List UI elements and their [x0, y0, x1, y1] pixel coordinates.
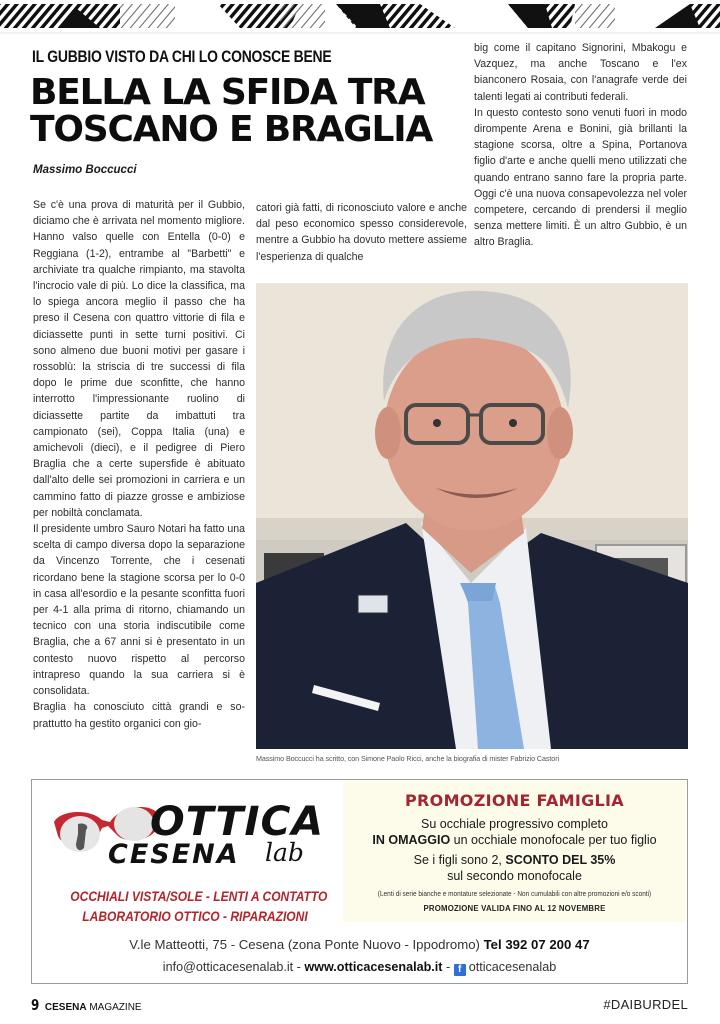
ottica-cesena-advertisement [31, 779, 688, 984]
article-column-2 [256, 200, 467, 265]
headline-line-1: BELLA LA SFIDA TRA [30, 72, 425, 113]
page-number: 9 [31, 996, 40, 1014]
photo-caption: Massimo Boccucci ha scritto, con Simone Paolo Ricci, anche la biografia di mister Fabrizio Castori [256, 754, 559, 763]
ad-tagline-lab: LABORATORIO OTTICO - RIPARAZIONI [82, 908, 308, 924]
ad-tagline-services: OCCHIALI VISTA/SOLE - LENTI A CONTATTO [70, 888, 328, 904]
brand-lab: lab [265, 838, 304, 867]
store-phone: Tel 392 07 200 47 [483, 937, 590, 952]
promo-title: PROMOZIONE FAMIGLIA [405, 791, 624, 810]
decorative-stripe-band [0, 0, 720, 34]
store-website-link[interactable]: www.otticacesenalab.it [304, 960, 443, 974]
promo-note: (Lenti di serie bianche e montature selezionate - Non cumulabili con altre promozioni e/o sconti) [377, 889, 652, 898]
promo-validity: PROMOZIONE VALIDA FINO AL 12 NOVEMBRE [423, 904, 606, 913]
promo-discount-label: SCONTO DEL 35% [505, 853, 616, 867]
store-contacts: info@otticacesenalab.it - www.otticacesenalab.it - f otticacesenalab [162, 960, 557, 975]
promo-line-4: sul secondo monofocale [447, 869, 582, 883]
brand-cesena: CESENA [108, 839, 240, 870]
brand-ottica: OTTICA [150, 799, 325, 845]
promo-line-2: IN OMAGGIO un occhiale monofocale per tuo figlio [372, 833, 657, 847]
paragraph: Braglia ha conosciuto città grandi e soprattutto ha gestito organici con gio- [33, 701, 245, 730]
article-column-3 [474, 40, 687, 251]
page-footer-left [31, 996, 142, 1015]
article-kicker: IL GUBBIO VISTO DA CHI LO CONOSCE BENE [32, 47, 332, 66]
store-email-link[interactable]: info@otticacesenalab.it [162, 960, 294, 974]
paragraph: big come il capitano Signorini, Mbakogu e Vazquez, ma anche Toscano e l'ex bianconero Rosaia, con l'anagrafe verde dei talenti legati ai contributi federali. [474, 42, 687, 103]
promo-box [343, 781, 686, 922]
magazine-name: MAGAZINE [86, 1002, 142, 1013]
facebook-handle-link[interactable]: otticacesenalab [468, 960, 557, 974]
store-address: V.le Matteotti, 75 - Cesena (zona Ponte Nuovo - Ippodromo) Tel 392 07 200 47 [129, 937, 590, 952]
article-column-1 [33, 197, 245, 732]
paragraph: Se c'è una prova di maturità per il Gubbio, diciamo che è arrivata nel momento migliore. Hanno valso quelle con Entella (0-0) e Reggiana (1-2), entrambe al "Barbetti" e archiviate tra qualche rimpianto, ma stavolta l'incrocio vale di più. Lo dice la classifica, ma lo spiega ancora meglio il passo che ha preso il Cesena con quattro vittorie di fila e diciassette punti in sette turni positivi. Ci sono almeno due buoni motivi per gasare i rossoblù: la striscia di tre successi di fila dopo le prime due sconfitte, che hanno interrotto l'impressionante ruolino di diciassette partite da imbattuti tra campionato (sei), Coppa Italia (una) e amichevoli (dieci), e il pedigree di Piero Braglia che a certe supersfide è abituato dall'alto delle sei promozioni in carriera e un cammino fatto di piazze grosse e ambiziose per nobiltà conclamata. [33, 199, 245, 519]
footer-hashtag: #DAIBURDEL [603, 997, 688, 1012]
paragraph: Il presidente umbro Sauro Notari ha fatto una scelta di campo diversa dopo la separazione da Vincenzo Torrente, che i cesenati ricordano bene la stagione scorsa per lo 0-0 in casa all'esordio e la pesante sconfitta fuori per 4-1 alla prima di ritorno, chiamando un tecnico con una storia indiscutibile come Braglia, che a 67 anni si è presentato in un contesto nuovo rispetto al percorso intrapreso quando la sua carriera si è consolidata. [33, 523, 245, 698]
promo-gift-label: IN OMAGGIO [372, 833, 451, 847]
ottica-cesena-logo [50, 800, 340, 870]
stripe-pattern-icon [0, 0, 720, 34]
magazine-name-bold: CESENA [44, 1002, 87, 1013]
portrait-photo [256, 283, 688, 749]
article-headline [30, 74, 470, 148]
promo-line-1: Su occhiale progressivo completo [421, 817, 608, 831]
facebook-icon: f [454, 964, 466, 976]
promo-line-3: Se i figli sono 2, SCONTO DEL 35% [413, 853, 616, 867]
person-portrait-icon [256, 283, 688, 749]
headline-line-2: TOSCANO E BRAGLIA [30, 109, 433, 150]
paragraph: catori già fatti, di riconosciuto valore e anche dal peso economico spesso considerevole, mentre a Gubbio ha dovuto mettere assieme l'esperienza di qualche [256, 202, 467, 263]
paragraph: In questo contesto sono venuti fuori in modo dirompente Arena e Bonini, già brillanti la stagione scorsa, oltre a Spina, Portanova figlio d'arte e anche quelli meno utilizzati che quando entrano sanno fare la propria parte. Oggi c'è una nuova consapevolezza nel voler competere, cercando di prendersi il meglio senza mettere limiti. È un altro Gubbio, è un altro Braglia. [474, 106, 687, 249]
author-byline: Massimo Boccucci [33, 164, 137, 176]
